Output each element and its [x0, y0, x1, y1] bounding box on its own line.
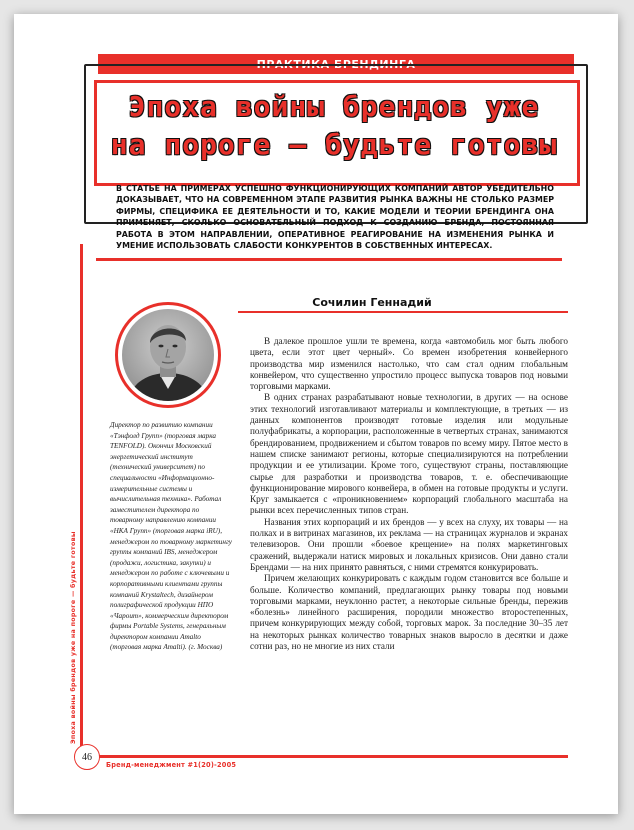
- body-paragraph: Названия этих корпораций и их брендов — у всех на слуху, их товары — на полках и в витринах магазинов, их реклама — на страницах журналов и экранах телевизоров. Они прошли «боевое крещение» на полях маркетинговых сражений, выдержали натиск мировых и локальных кризисов. Они давно стали Брендами — на них принято равняться, с ними стремятся конкурировать.: [250, 516, 568, 572]
- footer-rule: [98, 755, 568, 758]
- body-paragraph: В одних странах разрабатывают новые технологии, в других — на основе этих технологий изготавливают материалы и комплектующие, в третьих — из данных компонентов производят готовые изделия или модульные полуфабрикаты, а корпорации, расположенные в четвертых странах, занимаются брендированием, продвижением и сбытом товаров по всему миру. Пятое место в нашем списке занимают регионы, которые специализируются на потреблении продукции и ее утилизации. Кроме того, существуют страны, поставляющие сырье для разработки и производства товаров, т. е. обеспечивающие функционирование мирового конвейера, в обмен на готовые продукты и услуги. Круг замыкается с «проникновением» корпораций глобального масштаба на рынки всех перечисленных типов стран.: [250, 392, 568, 516]
- author-photo: [122, 309, 214, 401]
- author-underline: [238, 311, 568, 313]
- section-title: ПРАКТИКА БРЕНДИНГА: [256, 57, 416, 71]
- article-lead: В СТАТЬЕ НА ПРИМЕРАХ УСПЕШНО ФУНКЦИОНИРУЮЩИХ КОМПАНИЙ АВТОР УБЕДИТЕЛЬНО ДОКАЗЫВАЕТ, ЧТО НА СОВРЕМЕННОМ ЭТАПЕ РАЗВИТИЯ РЫНКА ВАЖНЫ НЕ СТОЛЬКО РАЗМЕР ФИРМЫ, СПЕЦИФИКА ЕЕ ДЕЯТЕЛЬНОСТИ И ТО, КАКИЕ МОДЕЛИ И ТЕОРИИ БРЕНДИНГА ОНА ПРИМЕНЯЕТ, СКОЛЬКО ОСНОВАТЕЛЬНЫЙ ПОДХОД К СОЗДАНИЮ БРЕНДА, ПОСТОЯННАЯ РАБОТА В ЭТОМ НАПРАВЛЕНИИ, ОПЕРАТИВНОЕ РЕАГИРОВАНИЕ НА ИЗМЕНЕНИЯ РЫНКА И УМЕНИЕ ИСПОЛЬЗОВАТЬ СЛАБОСТИ КОНКУРЕНТОВ В СОБСТВЕННЫХ ИНТЕРЕСАХ.: [116, 184, 554, 251]
- article-title: [104, 88, 564, 176]
- author-name: Сочилин Геннадий: [312, 296, 432, 309]
- article-body: [250, 336, 568, 652]
- article-title-line1: Эпоха войны брендов уже: [128, 90, 540, 123]
- left-margin-rule: [80, 244, 83, 749]
- body-paragraph: В далекое прошлое ушли те времена, когда «автомобиль мог быть любого цвета, если этот цвет черный». Со времен изобретения конвейерного производства мир изменился настолько, что сам стал одним глобальным конвейером, что существенно упростило процесс выпуска товаров под новыми торговыми марками.: [250, 336, 568, 392]
- magazine-page: [14, 14, 618, 814]
- body-paragraph: Причем желающих конкурировать с каждым годом становится все больше и больше. Количество компаний, предлагающих рынку товары под новыми торговыми марками, неуклонно растет, а некоторые сильные бренды, пережив «болезнь» линейного расширения, породили множество второстепенных, причем конкурирующих между собой, торговых марок. За последние 30–35 лет на некоторых рынках количество товарных знаков выросло в десятки и даже сотни раз, но не многие из них стали: [250, 573, 568, 652]
- page-number-text: 46: [82, 751, 92, 763]
- author-bio: Директор по развитию компании «Тэнфолд Групп» (торговая марка TENFOLD). Окончил Московский энергетический институт (технический университет) по специальности «Информационно-измерительные системы и вычислительная техника». Работал заместителем директора по товарному направлению компании «НКА Групп» (торговая марка iRU), менеджером по товарному маркетингу группы компаний IBS, менеджером (продажи, логистика, закупки) и менеджером по работе с ключевыми и корпоративными клиентами группы компаний Krystaltech, дизайнером полиграфической продукции НПО «Чароит», коммерческим директором фирмы Portable Systems, генеральным директором компании Amalto (торговая марка Amalti). (г. Москва): [110, 421, 232, 652]
- article-title-line2: на пороге — будьте готовы: [110, 128, 558, 161]
- vertical-running-title: Эпоха войны брендов уже на пороге — будьте готовы: [70, 531, 77, 744]
- lead-divider: [96, 258, 562, 261]
- footer-magazine-issue: Бренд-менеджмент #1(20)-2005: [106, 761, 237, 769]
- page-number: [74, 744, 100, 770]
